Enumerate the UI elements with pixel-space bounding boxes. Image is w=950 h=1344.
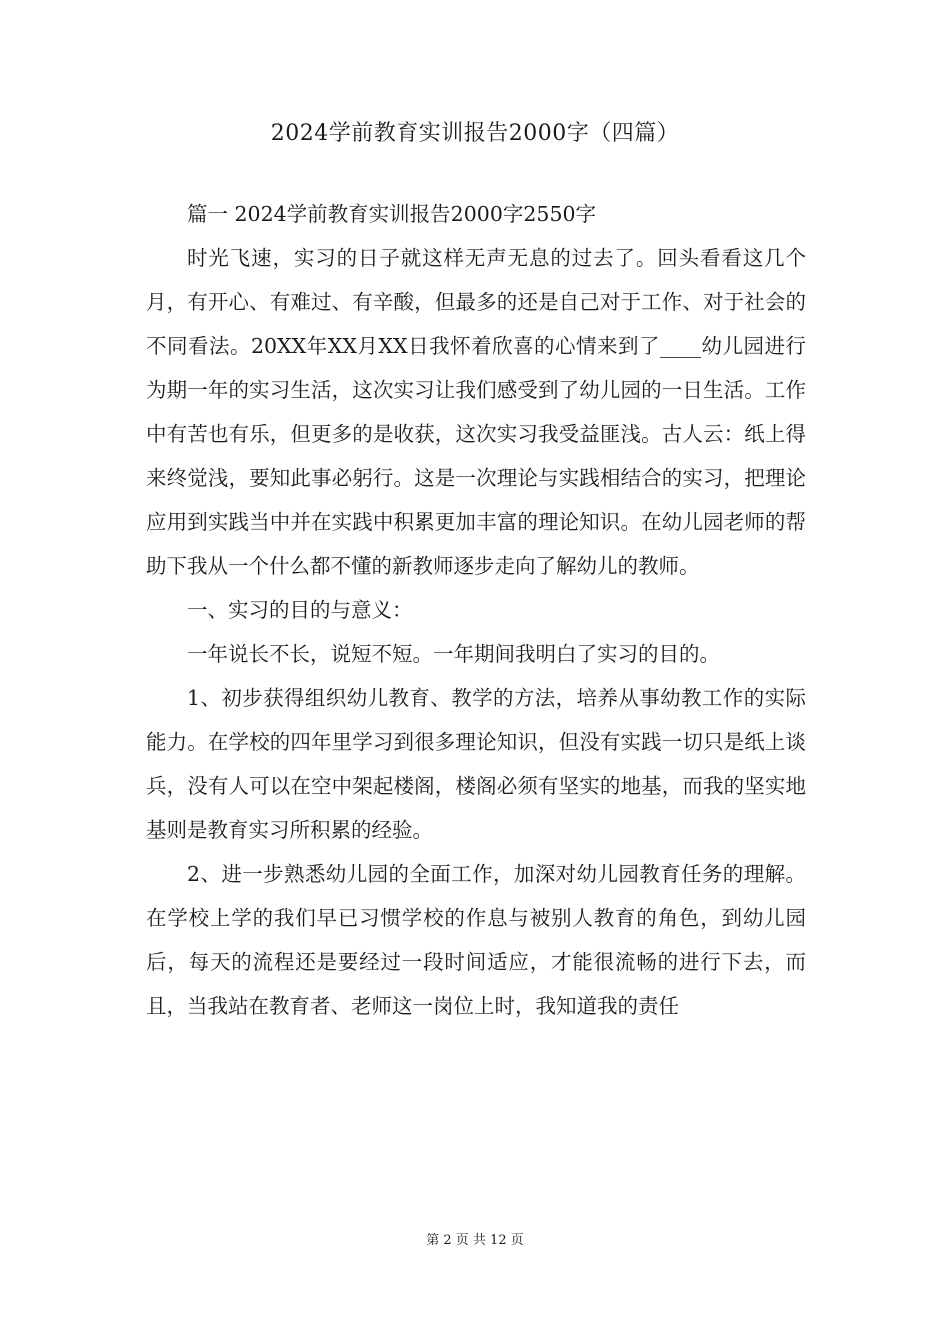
paragraph: 1、初步获得组织幼儿教育、教学的方法，培养从事幼教工作的实际能力。在学校的四年里学习到很多理论知识，但没有实践一切只是纸上谈兵，没有人可以在空中架起楼阁，楼阁必须有坚实的地基，而我的坚实地基则是教育实习所积累的经验。 [146, 686, 806, 842]
section-heading: 篇一 2024学前教育实训报告2000字2550字 [187, 202, 597, 226]
section-heading: 一、实习的目的与意义： [187, 598, 413, 622]
document-title: 2024学前教育实训报告2000字（四篇） [270, 121, 680, 146]
paragraph: 一年说长不长，说短不短。一年期间我明白了实习的目的。 [187, 642, 720, 666]
paragraph: 时光飞速，实习的日子就这样无声无息的过去了。回头看看这几个月，有开心、有难过、有辛酸，但最多的还是自己对于工作、对于社会的不同看法。20XX年XX月XX日我怀着欣喜的心情来到了____幼儿园进行为期一年的实习生活，这次实习让我们感受到了幼儿园的一日生活。工作中有苦也有乐，但更多的是收获，这次实习我受益匪浅。古人云：纸上得来终觉浅，要知此事必躬行。这是一次理论与实践相结合的实习，把理论应用到实践当中并在实践中积累更加丰富的理论知识。在幼儿园老师的帮助下我从一个什么都不懂的新教师逐步走向了解幼儿的教师。 [146, 246, 806, 578]
paragraph: 2、进一步熟悉幼儿园的全面工作，加深对幼儿园教育任务的理解。在学校上学的我们早已习惯学校的作息与被别人教育的角色，到幼儿园后，每天的流程还是要经过一段时间适应，才能很流畅的进行下去，而且，当我站在教育者、老师这一岗位上时，我知道我的责任 [146, 862, 806, 1018]
document-body [146, 192, 806, 1028]
page-number-footer: 第 2 页 共 12 页 [426, 1233, 524, 1248]
